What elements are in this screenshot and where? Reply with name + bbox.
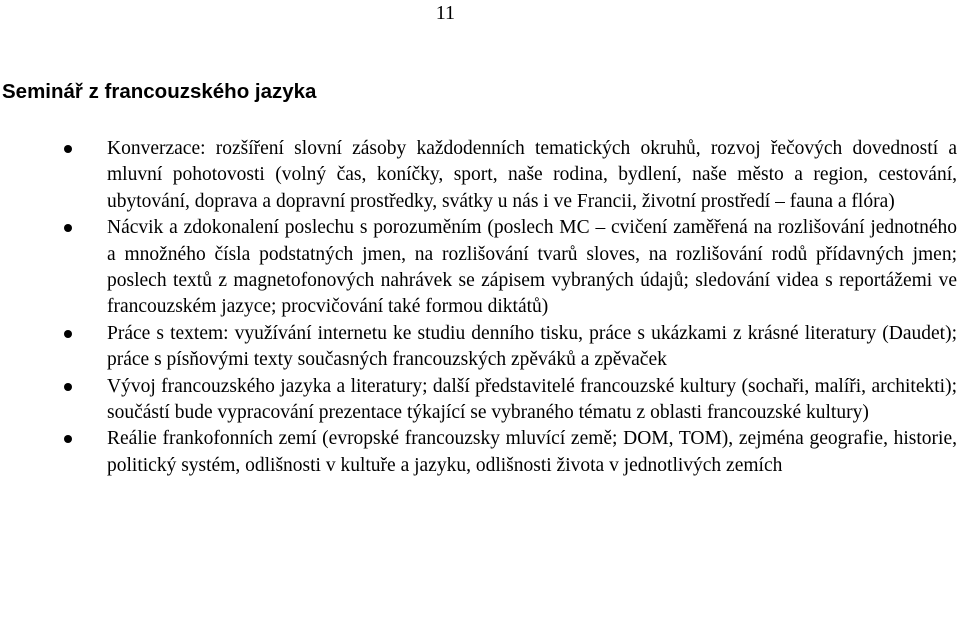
topic-list <box>0 136 960 479</box>
page-number: 11 <box>435 2 455 24</box>
list-item-text: Vývoj francouzského jazyka a literatury; další představitelé francouzské kultury (sochaři, malíři, architekti); součástí bude vypracování prezentace týkající se vybraného tématu z oblasti francouzské kultury) <box>107 375 957 424</box>
list-item-text: Reálie frankofonních zemí (evropské francouzsky mluvící země; DOM, TOM), zejména geografie, historie, politický systém, odlišnosti v kultuře a jazyku, odlišnosti života v jednotlivých zemích <box>107 428 957 476</box>
bullet-icon <box>64 383 72 391</box>
bullet-icon <box>64 435 72 443</box>
list-item <box>0 215 960 321</box>
list-item-text: Nácvik a zdokonalení poslechu s porozuměním (poslech MC – cvičení zaměřená na rozlišování jednotného a množného čísla podstatných jmen, na rozlišování tvarů sloves, na rozlišování rodů přídavných jmen; poslech textů z magnetofonových nahrávek se zápisem vybraných údajů; sledování videa s reportážemi ve francouzském jazyce; procvičování také formou diktátů) <box>107 217 957 318</box>
list-item <box>0 374 960 427</box>
bullet-icon <box>64 330 72 338</box>
section-heading: Seminář z francouzského jazyka <box>2 80 317 103</box>
list-item-text: Konverzace: rozšíření slovní zásoby každodenních tematických okruhů, rozvoj řečových dovedností a mluvní pohotovosti (volný čas, koníčky, sport, naše rodina, bydlení, naše město a region, cestování, ubytování, doprava a dopravní prostředky, svátky u nás i ve Francii, životní prostředí – fauna a flóra) <box>107 138 957 212</box>
bullet-icon <box>64 145 72 153</box>
list-item-text: Práce s textem: využívání internetu ke studiu denního tisku, práce s ukázkami z krásné literatury (Daudet); práce s písňovými texty současných francouzských zpěváků a zpěvaček <box>107 322 957 371</box>
bullet-icon <box>64 224 72 232</box>
list-item <box>0 426 960 479</box>
list-item <box>0 321 960 374</box>
list-item <box>0 136 960 215</box>
